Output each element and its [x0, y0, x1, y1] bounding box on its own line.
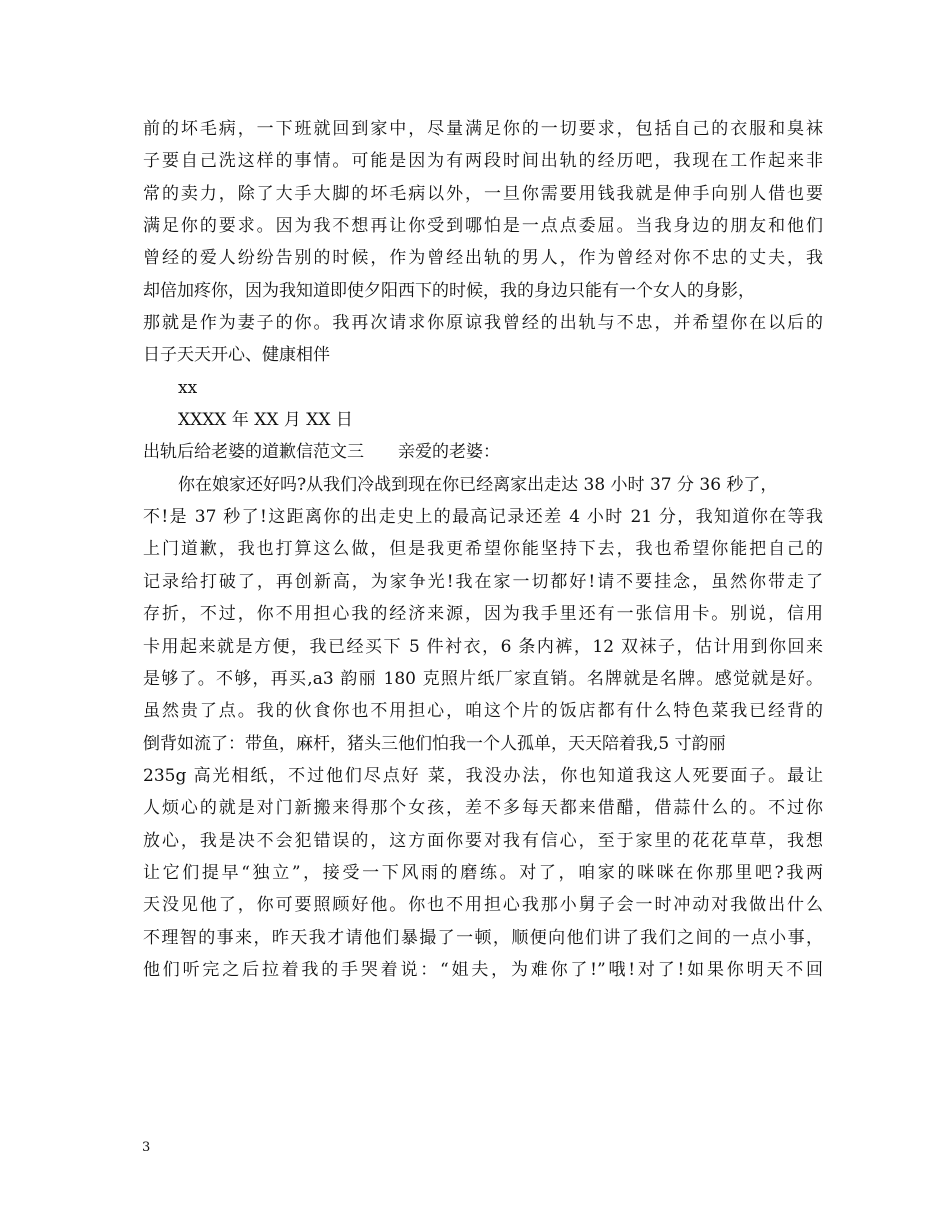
text-line: 不理智的事来，昨天我才请他们暴撮了一顿，顺便向他们讲了我们之间的一点小事，	[143, 927, 823, 948]
text-line: 倒背如流了：带鱼，麻杆，猪头三他们怕我一个人孤单，天天陪着我,5 寸韵丽	[143, 733, 726, 754]
text-line: 让它们提早“独立”，接受一下风雨的磨练。对了，咱家的咪咪在你那里吧?我两	[143, 862, 823, 883]
text-line: 虽然贵了点。我的伙食你也不用担心，咱这个片的饭店都有什么特色菜我已经背的	[143, 701, 823, 722]
signature-date: XXXX 年 XX 月 XX 日	[178, 410, 353, 431]
text-line: 上门道歉，我也打算这么做，但是我更希望你能坚持下去，我也希望你能把自己的	[143, 539, 823, 560]
text-line: 日子天天开心、健康相伴	[143, 345, 330, 366]
text-line: 满足你的要求。因为我不想再让你受到哪怕是一点点委屈。当我身边的朋友和他们	[143, 216, 823, 237]
text-line: 曾经的爱人纷纷告别的时候，作为曾经出轨的男人，作为曾经对你不忠的丈夫，我	[143, 248, 823, 269]
text-line: 天没见他了，你可要照顾好他。你也不用担心我那小舅子会一时冲动对我做出什么	[143, 895, 823, 916]
text-line: 卡用起来就是方便，我已经买下 5 件衬衣，6 条内裤，12 双袜子，估计用到你回来	[143, 636, 823, 657]
text-line: 存折，不过，你不用担心我的经济来源，因为我手里还有一张信用卡。别说，信用	[143, 604, 823, 625]
page-number: 3	[142, 1140, 151, 1155]
document-body	[143, 113, 823, 986]
text-line: 他们听完之后拉着我的手哭着说：“姐夫，为难你了!”哦!对了!如果你明天不回	[143, 959, 823, 980]
text-line: 记录给打破了，再创新高，为家争光!我在家一切都好!请不要挂念，虽然你带走了	[143, 571, 823, 592]
signature-name: xx	[178, 377, 198, 398]
text-line: 却倍加疼你，因为我知道即使夕阳西下的时候，我的身边只能有一个女人的身影，	[143, 280, 755, 301]
text-line: 子要自己洗这样的事情。可能是因为有两段时间出轨的经历吧，我现在工作起来非	[143, 151, 823, 172]
text-line: 放心，我是决不会犯错误的，这方面你要对我有信心，至于家里的花花草草，我想	[143, 830, 823, 851]
text-line: 是够了。不够，再买,a3 韵丽 180 克照片纸厂家直销。名牌就是名牌。感觉就是好。	[143, 668, 823, 689]
text-line: 那就是作为妻子的你。我再次请求你原谅我曾经的出轨与不忠，并希望你在以后的	[143, 313, 823, 334]
text-line: 前的坏毛病，一下班就回到家中，尽量满足你的一切要求，包括自己的衣服和臭袜	[143, 119, 823, 139]
text-line: 235g 高光相纸，不过他们尽点好 菜，我没办法，你也知道我这人死要面子。最让	[143, 765, 823, 786]
section-heading: 出轨后给老婆的道歉信范文三 亲爱的老婆：	[143, 442, 500, 463]
text-line: 你在娘家还好吗?从我们冷战到现在你已经离家出走达 38 小时 37 分 36 秒了，	[178, 474, 778, 495]
text-line: 常的卖力，除了大手大脚的坏毛病以外，一旦你需要用钱我就是伸手向别人借也要	[143, 183, 823, 204]
text-line: 人烦心的就是对门新搬来得那个女孩，差不多每天都来借醋，借蒜什么的。不过你	[143, 798, 823, 819]
text-line: 不!是 37 秒了!这距离你的出走史上的最高记录还差 4 小时 21 分，我知道你在等我	[143, 507, 823, 528]
